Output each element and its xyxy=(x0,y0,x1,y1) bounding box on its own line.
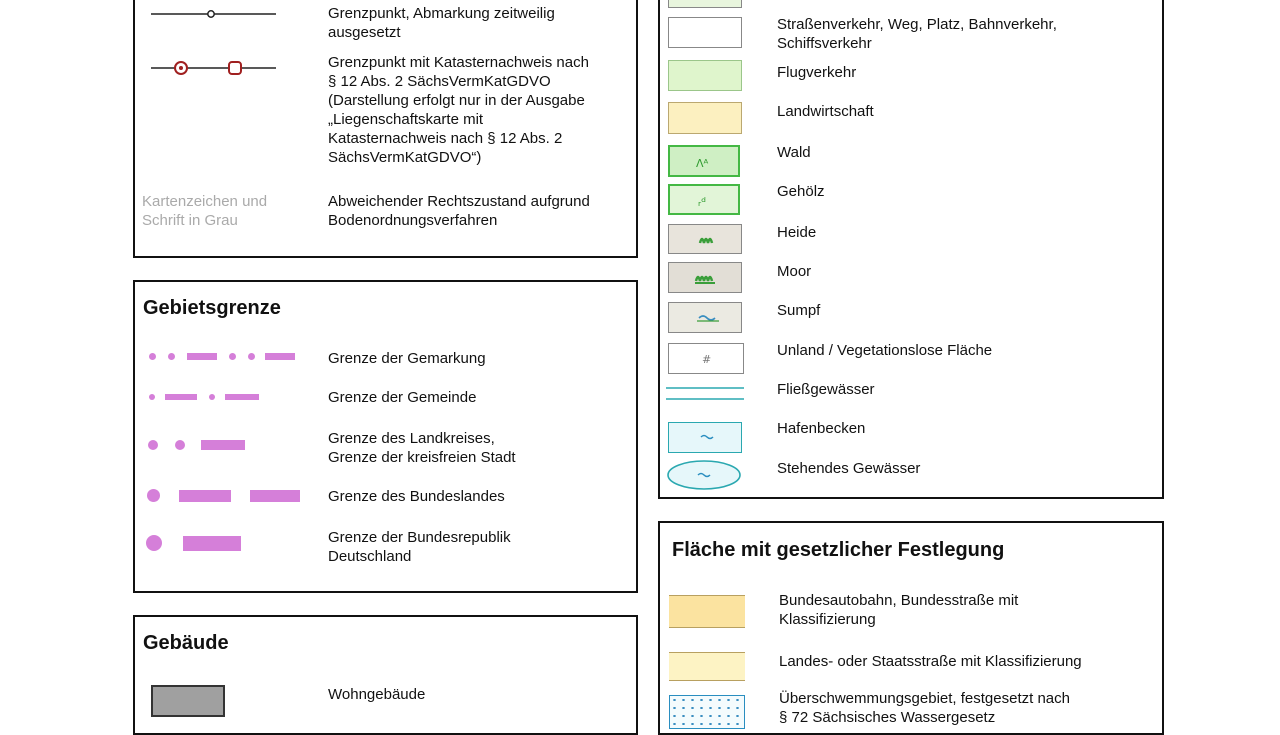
partial-swatch-top xyxy=(668,0,742,8)
sumpf-water-icon xyxy=(669,303,743,332)
wald-tree-icon xyxy=(670,147,742,177)
legend-box-gebietsgrenze xyxy=(133,280,638,593)
bundesautobahn-swatch xyxy=(669,595,745,628)
ueberschwemmungsgebiet-swatch xyxy=(669,695,745,729)
stehendes-gewaesser-symbol xyxy=(666,457,746,493)
sumpf-swatch xyxy=(668,302,742,333)
wald-swatch xyxy=(668,145,740,177)
moor-swatch xyxy=(668,262,742,293)
svg-text:ᵣᵈ: ᵣᵈ xyxy=(698,195,706,209)
label-ueberschwemmungsgebiet: Überschwemmungsgebiet, festgesetzt nach § 72 Sächsisches Wassergesetz xyxy=(779,690,1070,726)
label-strassenverkehr: Straßenverkehr, Weg, Platz, Bahnverkehr, Schiffsverkehr xyxy=(777,16,1057,52)
section-title-gebaeude: Gebäude xyxy=(143,632,229,654)
label-grenze-bundesland: Grenze des Bundeslandes xyxy=(328,488,505,505)
label-grenze-bundesrepublik: Grenze der Bundesrepublik Deutschland xyxy=(328,529,511,565)
label-grenze-gemarkung: Grenze der Gemarkung xyxy=(328,350,486,367)
wohngebaeude-swatch xyxy=(151,685,225,717)
hafenbecken-wave-icon xyxy=(669,423,743,452)
label-fliessgewaesser: Fließgewässer xyxy=(777,381,875,398)
legend-box-gebaeude xyxy=(133,615,638,735)
svg-text:#: # xyxy=(702,353,712,366)
unland-hatch-icon xyxy=(669,344,745,373)
landesstrasse-swatch xyxy=(669,652,745,681)
grey-note-kartenzeichen: Kartenzeichen und Schrift in Grau xyxy=(142,193,268,229)
svg-text:Λᴬ: Λᴬ xyxy=(696,157,709,170)
label-grenzpunkt-katasternachweis: Grenzpunkt mit Katasternachweis nach § 12 Abs. 2 SächsVermKatGDVO (Darstellung erfolgt nur in der Ausgabe „Liegenschaftskarte mit Katasternachweis nach § 12 Abs. 2 SächsVermKatGDVO“) xyxy=(328,54,589,166)
label-hafenbecken: Hafenbecken xyxy=(777,420,866,437)
grenzpunkt-abmarkung-symbol xyxy=(151,4,276,24)
heide-plant-icon xyxy=(669,225,743,253)
label-gehoelz: Gehölz xyxy=(777,183,825,200)
flugverkehr-swatch xyxy=(668,60,742,91)
label-wohngebaeude: Wohngebäude xyxy=(328,686,426,703)
unland-swatch xyxy=(668,343,744,374)
label-unland: Unland / Vegetationslose Fläche xyxy=(777,342,993,359)
legend-box-festlegung xyxy=(658,521,1164,735)
strassenverkehr-swatch xyxy=(668,17,742,48)
fliessgewaesser-symbol xyxy=(666,382,746,406)
label-abweichender-rechtszustand: Abweichender Rechtszustand aufgrund Bodenordnungsverfahren xyxy=(328,193,590,229)
legend-box-nutzung xyxy=(658,0,1164,499)
label-wald: Wald xyxy=(777,144,811,161)
gehoelz-shrub-icon xyxy=(670,186,742,216)
gehoelz-swatch xyxy=(668,184,740,215)
label-landwirtschaft: Landwirtschaft xyxy=(777,103,874,120)
label-grenze-landkreis: Grenze des Landkreises, Grenze der kreisfreien Stadt xyxy=(328,430,516,466)
moor-plant-icon xyxy=(669,263,743,292)
landwirtschaft-swatch xyxy=(668,102,742,134)
label-stehendes-gewaesser: Stehendes Gewässer xyxy=(777,460,921,477)
label-grenze-gemeinde: Grenze der Gemeinde xyxy=(328,389,477,406)
section-title-festlegung: Fläche mit gesetzlicher Festlegung xyxy=(672,539,1005,561)
label-heide: Heide xyxy=(777,224,817,241)
section-title-gebietsgrenze: Gebietsgrenze xyxy=(143,297,281,319)
label-bundesautobahn: Bundesautobahn, Bundesstraße mit Klassifizierung xyxy=(779,592,1019,628)
label-moor: Moor xyxy=(777,263,812,280)
label-sumpf: Sumpf xyxy=(777,302,821,319)
heide-swatch xyxy=(668,224,742,254)
legend-box-grenzpunkt xyxy=(133,0,638,258)
hafenbecken-swatch xyxy=(668,422,742,453)
label-landesstrasse: Landes- oder Staatsstraße mit Klassifizierung xyxy=(779,653,1082,670)
label-flugverkehr: Flugverkehr xyxy=(777,64,857,81)
label-grenzpunkt-abmarkung: Grenzpunkt, Abmarkung zeitweilig ausgesetzt xyxy=(328,5,555,41)
grenzpunkt-katasternachweis-symbol xyxy=(151,58,276,78)
